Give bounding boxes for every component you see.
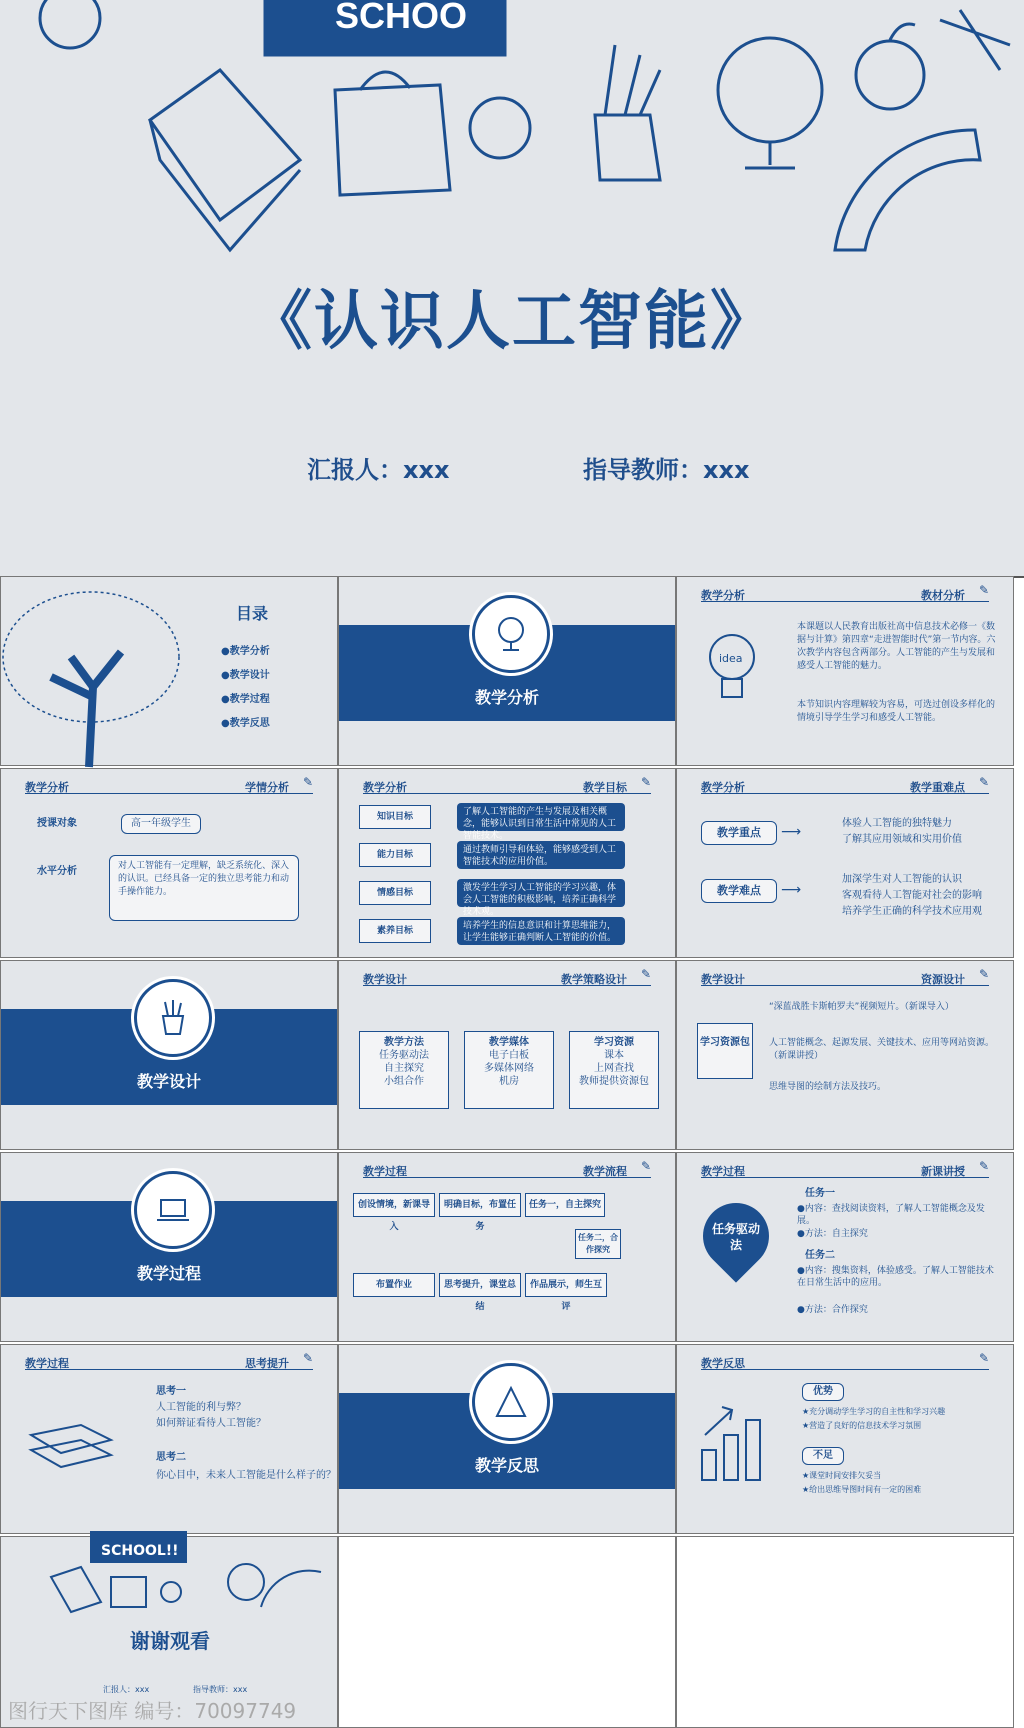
weaknesses-label: 不足 [802, 1447, 844, 1465]
question-title: 思考二 [156, 1452, 186, 1463]
flow-step: 作品展示，师生互评 [525, 1273, 607, 1297]
slide-header [701, 775, 989, 794]
goal-label: 能力目标 [359, 843, 431, 867]
question-title: 思考一 [156, 1386, 186, 1397]
pencil-icon: ✎ [978, 1159, 989, 1173]
key-line: 了解其应用领域和实用价值 [842, 834, 962, 845]
svg-text:idea: idea [719, 652, 743, 665]
slide-header [25, 775, 313, 794]
watermark-text: 图行天下图库 编号：70097749 [8, 1699, 297, 1723]
slide-header [363, 967, 651, 986]
question-line: 如何辩证看待人工智能？ [156, 1418, 266, 1429]
slide-material-analysis[interactable] [676, 576, 1014, 766]
goal-label: 情感目标 [359, 881, 431, 905]
slide-header [363, 1159, 651, 1178]
section-title: 教学反思 [474, 1456, 539, 1475]
growth-chart-icon [697, 1395, 777, 1485]
task-title: 任务二 [805, 1250, 835, 1261]
slide-strategy-design[interactable] [338, 960, 676, 1150]
advisor-label: 指导教师：xxx [583, 456, 750, 484]
toc-item[interactable]: ●教学分析 [221, 646, 270, 657]
slide-reflection[interactable] [676, 1344, 1014, 1534]
title-slide [0, 0, 1024, 578]
card-title: 教学方法 [384, 1037, 424, 1048]
thanks-reporter: 汇报人：xxx [103, 1685, 150, 1694]
slide-header [701, 1159, 989, 1178]
header-right: 教学策略设计 [561, 973, 627, 986]
strategy-card [569, 1031, 659, 1109]
card-line: 上网查找 [594, 1063, 634, 1074]
pencil-icon: ✎ [640, 967, 651, 981]
empty-slot [676, 1536, 1014, 1728]
section-title: 教学分析 [474, 688, 539, 707]
difficulty-line: 加深学生对人工智能的认识 [842, 874, 962, 885]
tree-icon [1, 577, 181, 767]
question-line: 你心目中，未来人工智能是什么样子的？ [156, 1470, 336, 1481]
reporter-label: 汇报人：xxx [307, 456, 450, 484]
header-left: 教学分析 [363, 781, 407, 794]
slide-header [363, 775, 651, 794]
pencil-icon: ✎ [978, 775, 989, 789]
doodle-illustrations [0, 0, 1024, 270]
pencil-icon: ✎ [302, 1351, 313, 1365]
books-icon [21, 1405, 121, 1485]
toc-item[interactable]: ●教学设计 [221, 670, 270, 681]
flow-step: 创设情境，新课导入 [353, 1193, 435, 1217]
toc-item[interactable]: ●教学反思 [221, 718, 270, 729]
header-left: 教学设计 [363, 973, 407, 986]
card-title: 学习资源 [594, 1037, 634, 1048]
level-label: 水平分析 [37, 866, 77, 877]
presentation-title: 《认识人工智能》 [248, 285, 776, 359]
header-right: 新课讲授 [921, 1165, 965, 1178]
pencil-icon: ✎ [978, 583, 989, 597]
flow-step: 任务一，自主探究 [525, 1193, 605, 1217]
goal-text: 通过教师引导和体验，能够感受到人工智能技术的应用价值。 [457, 841, 625, 869]
slide-section-process[interactable] [0, 1152, 338, 1342]
header-left: 教学过程 [363, 1165, 407, 1178]
key-label: 教学重点 [701, 821, 777, 845]
task-line: ●方法：自主探究 [797, 1229, 868, 1239]
ruler-triangle-icon [472, 1363, 550, 1441]
header-right: 教学目标 [583, 781, 627, 794]
school-sign: SCHOO [335, 0, 468, 36]
header-right: 学情分析 [245, 781, 289, 794]
audience-value: 高一年级学生 [121, 814, 201, 834]
card-line: 任务驱动法 [379, 1050, 429, 1061]
question-line: 人工智能的利与弊？ [156, 1402, 246, 1413]
material-paragraph-1: 本课题以人民教育出版社高中信息技术必修一《数据与计算》第四章“走进智能时代”第一节内容。六次教学内容包含两部分。人工智能的产生与发展和感受人工智能的魅力。 [797, 622, 996, 671]
card-line: 机房 [499, 1076, 519, 1087]
pencil-icon: ✎ [640, 1159, 651, 1173]
goal-text: 激发学生学习人工智能的学习兴趣，体会人工智能的积极影响，培养正确科学技术观。 [457, 879, 625, 907]
slide-header [701, 583, 989, 602]
flow-step: 明确目标，布置任务 [439, 1193, 521, 1217]
flow-step: 布置作业 [353, 1273, 435, 1297]
card-line: 自主探究 [384, 1063, 424, 1074]
pencil-icon: ✎ [640, 775, 651, 789]
flow-step: 思考提升，课堂总结 [439, 1273, 521, 1297]
strength-line: ★营造了良好的信息技术学习氛围 [802, 1421, 922, 1430]
slide-new-lesson[interactable] [676, 1152, 1014, 1342]
header-left: 教学分析 [701, 589, 745, 602]
resource-item: 思维导图的绘制方法及技巧。 [769, 1082, 887, 1092]
pencil-icon: ✎ [978, 967, 989, 981]
resource-pack-tag: 学习资源包 [697, 1023, 753, 1079]
resource-item: 人工智能概念、起源发展、关键技术、应用等网站资源。（新课讲授） [769, 1038, 995, 1061]
header-right: 教学流程 [583, 1165, 627, 1178]
slide-header [701, 967, 989, 986]
card-line: 课本 [604, 1050, 624, 1061]
difficulty-line: 培养学生正确的科学技术应用观 [842, 906, 982, 917]
slide-section-reflect[interactable] [338, 1344, 676, 1534]
slide-teaching-flow[interactable] [338, 1152, 676, 1342]
slide-toc[interactable] [0, 576, 338, 766]
slide-section-design[interactable] [0, 960, 338, 1150]
slide-section-analysis[interactable] [338, 576, 676, 766]
goal-label: 知识目标 [359, 805, 431, 829]
weakness-line: ★给出思维导图时间有一定的困难 [802, 1485, 922, 1494]
doodle-illustrations [1, 1537, 339, 1617]
level-text: 对人工智能有一定理解，缺乏系统化、深入的认识。已经具备一定的独立思考能力和动手操作能力。 [109, 855, 299, 921]
strength-line: ★充分调动学生学习的自主性和学习兴趣 [802, 1407, 946, 1416]
lightbulb-icon [697, 622, 767, 712]
pencil-icon: ✎ [978, 1351, 989, 1365]
task-line: ●内容：查找阅读资料，了解人工智能概念及发展。 [797, 1204, 985, 1226]
arrow-right-icon: ⟶ [781, 824, 802, 840]
header-right: 教学重难点 [910, 781, 965, 794]
header-left: 教学过程 [701, 1165, 745, 1178]
card-line: 教师提供资源包 [579, 1076, 649, 1087]
header-left: 教学过程 [25, 1357, 69, 1370]
pencil-cup-icon [134, 979, 212, 1057]
empty-slot [338, 1536, 676, 1728]
school-sign: SCHOOL!! [101, 1543, 179, 1559]
toc-title: 目录 [236, 604, 269, 623]
card-line: 多媒体网络 [484, 1063, 534, 1074]
task-title: 任务一 [805, 1188, 835, 1199]
difficulty-label: 教学难点 [701, 879, 777, 903]
weakness-line: ★课堂时间安排欠妥当 [802, 1471, 882, 1480]
toc-item[interactable]: ●教学过程 [221, 694, 270, 705]
slide-thinking[interactable] [0, 1344, 338, 1534]
header-left: 教学分析 [25, 781, 69, 794]
slide-thumbnail-grid [0, 576, 1024, 1728]
goal-text: 培养学生的信息意识和计算思维能力，让学生能够正确判断人工智能的价值。 [457, 917, 625, 945]
flow-step: 任务二，合作探究 [575, 1229, 621, 1259]
goal-label: 素养目标 [359, 919, 431, 943]
pencil-icon: ✎ [302, 775, 313, 789]
slide-resource-design[interactable] [676, 960, 1014, 1150]
badge-text: 任务驱动法 [711, 1222, 760, 1252]
material-paragraph-2: 本节知识内容理解较为容易，可选过创设多样化的情境引导学生学习和感受人工智能。 [797, 700, 996, 723]
difficulty-line: 客观看待人工智能对社会的影响 [842, 890, 982, 901]
thanks-title: 谢谢观看 [130, 1629, 210, 1653]
slide-teaching-goals[interactable] [338, 768, 676, 958]
section-title: 教学设计 [136, 1072, 201, 1091]
goal-text: 了解人工智能的产生与发展及相关概念，能够认识到日常生活中常见的人工智能技术。 [457, 803, 625, 831]
header-left: 教学反思 [701, 1357, 745, 1370]
arrow-right-icon: ⟶ [781, 882, 802, 898]
slide-header [701, 1351, 989, 1370]
header-left: 教学分析 [701, 781, 745, 794]
key-line: 体验人工智能的独特魅力 [842, 818, 952, 829]
strategy-card [359, 1031, 449, 1109]
resource-item: “深蓝战胜卡斯帕罗夫”视频短片。（新课导入） [769, 1002, 954, 1012]
strengths-label: 优势 [802, 1383, 844, 1401]
card-line: 小组合作 [384, 1076, 424, 1087]
audience-label: 授课对象 [37, 818, 77, 829]
slide-header [25, 1351, 313, 1370]
globe-icon [472, 595, 550, 673]
slide-keypoints[interactable] [676, 768, 1014, 958]
header-right: 思考提升 [245, 1357, 289, 1370]
section-title: 教学过程 [136, 1264, 201, 1283]
task-line: ●内容：搜集资料，体验感受。了解人工智能技术在日常生活中的应用。 [797, 1266, 994, 1288]
slide-learner-analysis[interactable] [0, 768, 338, 958]
card-title: 教学媒体 [489, 1037, 529, 1048]
header-right: 资源设计 [921, 973, 965, 986]
strategy-card [464, 1031, 554, 1109]
thanks-advisor: 指导教师：xxx [193, 1685, 248, 1694]
header-right: 教材分析 [921, 589, 965, 602]
task-line: ●方法：合作探究 [797, 1305, 868, 1315]
header-left: 教学设计 [701, 973, 745, 986]
card-line: 电子白板 [489, 1050, 529, 1061]
laptop-icon [134, 1171, 212, 1249]
